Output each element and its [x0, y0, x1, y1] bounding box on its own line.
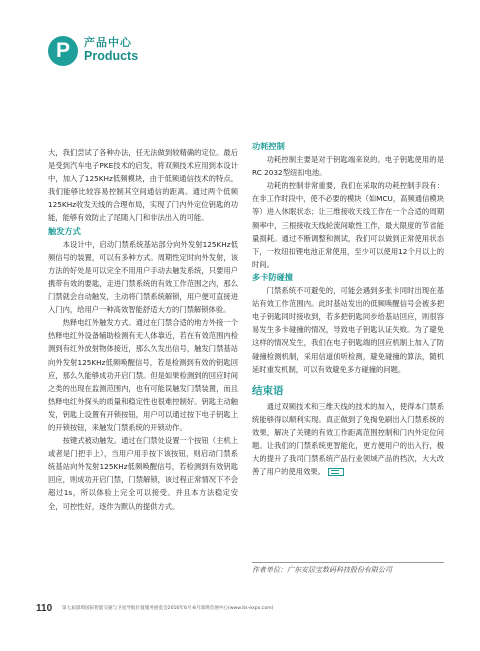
footer-text: 第七届深圳国际智能交通与卫星导航位置服务展览会2016年6月·8月深圳会展中心(www.its-expo.com)	[62, 606, 274, 611]
paragraph: 大，我们尝试了各种办法，任无法做到较精确的定位。最后是受到汽车电子PKE技术的启发，将双频技术应用到本设计中，加入了125KHz低频模块，由于低频通信技术的特点，我们能够比较容易控制其空间通信的距离。通过两个低频125KHz收发天线的合理布局，实现了门内外定位钥匙的功能，能够有效防止了尾随入门和非法出入的可能。	[48, 148, 238, 223]
paragraph-conclusion	[252, 400, 444, 479]
section-heading-power: 功耗控制	[252, 141, 285, 151]
left-column	[48, 146, 238, 513]
paragraph: 本设计中，启动门禁系统基站部分向外发射125KHz低频信号的装置，可以有多种方式。周期性定时向外发射，该方法的好处是可以完全不用用户手动去触发系统，只要用户携带有效的要匙，走进门禁系统的有效工作范围之内，那么门禁就会自动触发，主动将门禁系统解锁，用户便可直接进入门内，给用户一种高效智能舒适大方的门禁解锁体验。	[48, 239, 238, 315]
section-title-cn: 产品中心	[84, 36, 132, 49]
paragraph: 门禁系统不可避免的，可能会遇到多张卡同时出现在基站有效工作范围内。此时基站发出的低频唤醒信号会被多把电子钥匙同时接收到，若多把钥匙同步给基站回应，则很容易发生多卡碰撞的情况，导致电子钥匙认证失败。为了避免这样的情况发生，我们在电子钥匙端的回应机制上加入了防碰撞检测机制，采用信道侦听检测，避免碰撞的算法，随机延时重发机制，可以有效避免多方碰撞的问题。	[252, 286, 444, 374]
paragraph: 热释电红外触发方式。通过在门禁合适的地方外接一个热释电红外设备辅助检测有无人体靠近，若在有效范围内检测到有红外放射物体接近，那么久发出信号，触发门禁基站向外发射125KHz低频唤醒信号，若是检测到有效的钥匙回应，那么久能够成功开启门禁。但是如果检测到的回应时间之类的出现在监测范围内，也有可能误触发门禁装置，而且热释电红外探头的质量和稳定性也很难控制好。钥匙主动触发，钥匙上设置有开锁按钮，用户可以通过按下电子钥匙上的开锁按钮，来触发门禁系统的开锁动作。	[48, 318, 238, 432]
end-mark-icon	[328, 468, 344, 476]
section-title-en: Products	[84, 49, 139, 63]
section-header	[48, 36, 208, 76]
paragraph: 按键式被动触发。通过在门禁处设置一个按钮（主机上或者是门把手上），当用户用手按下该按钮，则启动门禁系统基站向外发射125KHz低频唤醒信号，若检测到有效钥匙回应，则成功开启门禁，门禁解锁，该过程正常情况下不会超过1s，所以体验上完全可以接受。并且本方法稳定安全，可控性好，逐作为默认的提供方式。	[48, 436, 238, 511]
paragraph: 功耗的控制非常重要，我们在采取的功耗控制手段有：在非工作时段中，使不必要的模块（如MCU，高频通信模块等）进入休眠状态；让三维接收天线工作在一个合适的周期频率中，三根接收天线轮流间歇性工作，最大限度的节省能量损耗。通过不断调整和测试，我们可以做到正常使用状态下，一枚纽扣锂电池正常使用，至少可以使用12个月以上的时间。	[252, 181, 444, 269]
paragraph: 功耗控制主要是对于钥匙端来说的。电子钥匙使用的是RC 2032型纽扣电池。	[252, 155, 444, 178]
section-heading-trigger: 触发方式	[48, 225, 81, 236]
right-column	[252, 140, 444, 478]
section-heading-collision: 多卡防碰撞	[252, 271, 293, 282]
author-affiliation: 作者单位：广东安居宝数码科技股份有限公司	[252, 566, 392, 574]
products-logo-icon: P	[48, 36, 78, 66]
page-number: 110	[36, 603, 53, 614]
conclusion-text: 通过双频技术和三维天线的技术的加入，使得本门禁系统能够得以顺利实现。真正做到了免掏免刷出入门禁系统的效果，解决了关键的有效工作距离范围控制和门内外定位问题。让我们的门禁系统更智能化，更方便用户的出入行，极大的提升了我司门禁系统产品行业领域产品的档次，大大改善了用户的使用效果。	[252, 401, 444, 477]
page-footer	[36, 602, 446, 616]
section-heading-conclusion: 结束语	[252, 384, 284, 397]
author-divider	[252, 562, 444, 563]
